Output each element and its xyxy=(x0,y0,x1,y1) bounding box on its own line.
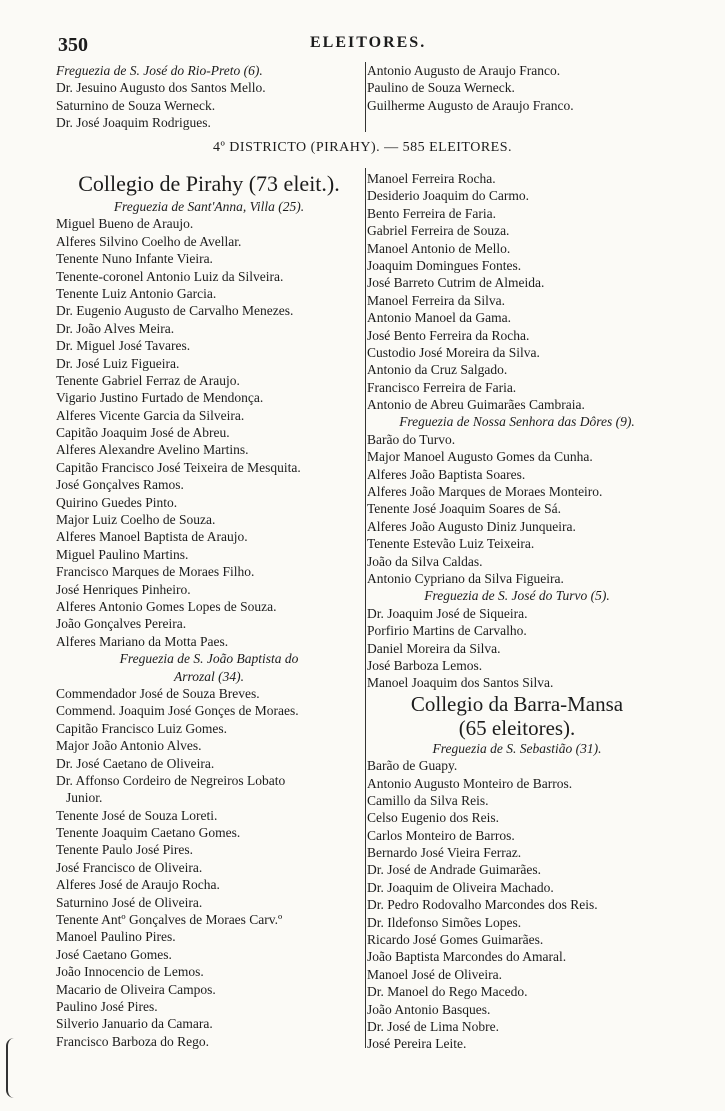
elector-name: Silverio Januario da Camara. xyxy=(56,1016,213,1032)
elector-name: Francisco Barboza do Rego. xyxy=(56,1033,209,1049)
elector-name: Dr. José Luiz Figueira. xyxy=(56,355,180,371)
elector-name: José Francisco de Oliveira. xyxy=(56,859,203,875)
parish-heading: Freguezia de S. João Baptista do xyxy=(119,651,299,667)
district-heading: 4º DISTRICTO (PIRAHY). — 585 ELEITORES. xyxy=(212,140,513,155)
top-right-block xyxy=(367,62,667,114)
parish-heading-continued: Arrozal (34). xyxy=(174,668,244,684)
elector-name: Tenente Luiz Antonio Garcia. xyxy=(56,285,217,301)
elector-name: Antonio Augusto Monteiro de Barros. xyxy=(367,775,573,791)
elector-name: Barão do Turvo. xyxy=(367,431,456,447)
elector-name: Miguel Paulino Martins. xyxy=(56,546,189,562)
elector-name: Paulino José Pires. xyxy=(56,998,158,1014)
parish-heading: Freguezia de Nossa Senhora das Dôres (9). xyxy=(399,414,635,430)
elector-name: Manoel Ferreira da Silva. xyxy=(367,292,505,308)
elector-name: Manoel Antonio de Mello. xyxy=(367,240,511,256)
elector-name: João Gonçalves Pereira. xyxy=(56,616,187,632)
parish-heading: Freguezia de S. Sebastião (31). xyxy=(432,740,602,756)
elector-name: Alferes Manoel Baptista de Araujo. xyxy=(56,529,248,545)
elector-name: Commendador José de Souza Breves. xyxy=(56,685,260,701)
elector-name: Capitão Francisco José Teixeira de Mesquita. xyxy=(56,459,301,475)
elector-name: Desiderio Joaquim do Carmo. xyxy=(367,188,529,204)
elector-name: Dr. Ildefonso Simões Lopes. xyxy=(367,914,522,930)
elector-name: Tenente José de Souza Loreti. xyxy=(56,807,218,823)
elector-name: Alferes Silvino Coelho de Avellar. xyxy=(56,233,242,249)
elector-name-continued: Junior. xyxy=(66,790,103,806)
elector-name: José Gonçalves Ramos. xyxy=(56,477,184,493)
elector-name: Commend. Joaquim José Gonçes de Moraes. xyxy=(56,703,299,719)
elector-name: Francisco Ferreira de Faria. xyxy=(367,379,517,395)
elector-name: Bento Ferreira de Faria. xyxy=(367,205,496,221)
elector-name: Tenente Gabriel Ferraz de Araujo. xyxy=(56,372,240,388)
elector-name: Joaquim Domingues Fontes. xyxy=(367,257,522,273)
elector-name: Alferes Alexandre Avelino Martins. xyxy=(56,442,249,458)
elector-name: Dr. Jesuino Augusto dos Santos Mello. xyxy=(56,80,266,96)
elector-name: José Barboza Lemos. xyxy=(367,657,483,673)
elector-name: Gabriel Ferreira de Souza. xyxy=(367,223,510,239)
parish-list xyxy=(367,431,667,588)
college-title-count: (65 eleitores). xyxy=(458,715,576,740)
elector-name: José Pereira Leite. xyxy=(367,1036,467,1052)
elector-name: João Baptista Marcondes do Amaral. xyxy=(367,949,567,965)
parish-heading: Freguezia de Sant'Anna, Villa (25). xyxy=(113,199,305,214)
elector-name: Camillo da Silva Reis. xyxy=(367,792,489,808)
parish-list xyxy=(367,757,667,1053)
elector-name: Capitão Francisco Luiz Gomes. xyxy=(56,720,227,736)
elector-name: Dr. Pedro Rodovalho Marcondes dos Reis. xyxy=(367,897,598,913)
parish-list xyxy=(56,685,362,1050)
elector-name: Macario de Oliveira Campos. xyxy=(56,981,216,997)
elector-name: Antonio Manoel da Gama. xyxy=(367,310,511,326)
elector-name: Manoel Joaquim dos Santos Silva. xyxy=(367,675,554,691)
elector-name: Tenente Nuno Infante Vieira. xyxy=(56,251,213,267)
elector-name: Dr. José de Andrade Guimarães. xyxy=(367,862,541,878)
elector-name: Saturnino de Souza Werneck. xyxy=(56,97,216,113)
elector-name: José Bento Ferreira da Rocha. xyxy=(367,327,530,343)
elector-name: Miguel Bueno de Araujo. xyxy=(56,216,194,232)
elector-name: Major João Antonio Alves. xyxy=(56,738,202,754)
elector-name: Alferes Vicente Garcia da Silveira. xyxy=(56,407,245,423)
elector-name: Barão de Guapy. xyxy=(367,758,458,774)
elector-name: Dr. João Alves Meira. xyxy=(56,320,175,336)
elector-name: Alferes João Augusto Diniz Junqueira. xyxy=(367,518,576,534)
elector-name: Dr. Joaquim de Oliveira Machado. xyxy=(367,879,554,895)
elector-name: Tenente Joaquim Caetano Gomes. xyxy=(56,825,241,841)
elector-name: José Barreto Cutrim de Almeida. xyxy=(367,275,545,291)
elector-name: Antonio Augusto de Araujo Franco. xyxy=(367,63,561,78)
elector-name: Saturnino José de Oliveira. xyxy=(56,894,203,910)
elector-name: Manoel Ferreira Rocha. xyxy=(367,171,496,186)
elector-name: Antonio de Abreu Guimarães Cambraia. xyxy=(367,397,585,413)
college-title: Collegio de Pirahy (73 eleit.). xyxy=(78,171,340,196)
elector-name: Bernardo José Vieira Ferraz. xyxy=(367,845,522,861)
elector-name: Dr. Eugenio Augusto de Carvalho Menezes. xyxy=(56,303,294,319)
elector-name: José Henriques Pinheiro. xyxy=(56,581,191,597)
elector-name: Manoel Paulino Pires. xyxy=(56,929,176,945)
elector-name: Antonio da Cruz Salgado. xyxy=(367,362,508,378)
parish-list xyxy=(367,170,667,413)
top-left-block xyxy=(56,62,362,132)
parish-list xyxy=(367,605,667,692)
elector-name: João Innocencio de Lemos. xyxy=(56,964,204,980)
elector-name: Tenente Estevão Luiz Teixeira. xyxy=(367,536,535,552)
elector-name: Capitão Joaquim José de Abreu. xyxy=(56,425,230,441)
elector-name: Guilherme Augusto de Araujo Franco. xyxy=(367,97,574,113)
elector-name: Paulino de Souza Werneck. xyxy=(367,80,515,96)
elector-name: Major Manoel Augusto Gomes da Cunha. xyxy=(367,449,593,465)
elector-name: Dr. José Joaquim Rodrigues. xyxy=(56,115,211,131)
elector-name: Francisco Marques de Moraes Filho. xyxy=(56,564,255,580)
elector-name: Custodio José Moreira da Silva. xyxy=(367,344,540,360)
parish-heading: Freguezia de S. José do Rio-Preto (6). xyxy=(56,63,263,78)
elector-name: Vigario Justino Furtado de Mendonça. xyxy=(56,390,264,406)
parish-heading: Freguezia de S. José do Turvo (5). xyxy=(424,588,610,604)
elector-name: Antonio Cypriano da Silva Figueira. xyxy=(367,570,564,586)
column-divider-main xyxy=(365,168,366,1048)
elector-name: Porfirio Martins de Carvalho. xyxy=(367,623,527,639)
running-header: ELEITORES. xyxy=(310,34,427,51)
elector-name: Dr. Joaquim José de Siqueira. xyxy=(367,605,528,621)
left-column xyxy=(56,170,362,1050)
elector-name: Dr. Miguel José Tavares. xyxy=(56,338,191,354)
elector-name: Dr. José de Lima Nobre. xyxy=(367,1018,499,1034)
margin-bracket-mark xyxy=(6,1038,22,1098)
elector-name: Quirino Guedes Pinto. xyxy=(56,494,178,510)
elector-name: José Caetano Gomes. xyxy=(56,946,172,962)
elector-name: Daniel Moreira da Silva. xyxy=(367,640,501,656)
elector-name: Dr. Affonso Cordeiro de Negreiros Lobato xyxy=(56,772,286,788)
parish-list xyxy=(56,215,362,650)
elector-name: Ricardo José Gomes Guimarães. xyxy=(367,932,544,948)
elector-name: Dr. José Caetano de Oliveira. xyxy=(56,755,215,771)
elector-name: Tenente Paulo José Pires. xyxy=(56,842,194,858)
elector-name: Alferes José de Araujo Rocha. xyxy=(56,877,220,893)
elector-name: Tenente Antº Gonçalves de Moraes Carv.º xyxy=(56,912,283,928)
elector-name: João da Silva Caldas. xyxy=(367,553,483,569)
elector-name: Alferes João Baptista Soares. xyxy=(367,466,526,482)
elector-name: Celso Eugenio dos Reis. xyxy=(367,810,499,826)
elector-name: Manoel José de Oliveira. xyxy=(367,966,502,982)
elector-name: Carlos Monteiro de Barros. xyxy=(367,827,515,843)
elector-name: Alferes Antonio Gomes Lopes de Souza. xyxy=(56,598,277,614)
elector-name: Dr. Manoel do Rego Macedo. xyxy=(367,984,528,1000)
elector-name: João Antonio Basques. xyxy=(367,1001,491,1017)
elector-name: Tenente-coronel Antonio Luiz da Silveira. xyxy=(56,268,284,284)
elector-name: Major Luiz Coelho de Souza. xyxy=(56,512,216,528)
column-divider-top xyxy=(365,62,366,132)
page-number: 350 xyxy=(58,34,88,56)
elector-name: Tenente José Joaquim Soares de Sá. xyxy=(367,501,562,517)
right-column xyxy=(367,170,667,1053)
elector-name: Alferes João Marques de Moraes Monteiro. xyxy=(367,484,603,500)
college-title: Collegio da Barra-Mansa xyxy=(410,691,624,716)
elector-name: Alferes Mariano da Motta Paes. xyxy=(56,633,229,649)
